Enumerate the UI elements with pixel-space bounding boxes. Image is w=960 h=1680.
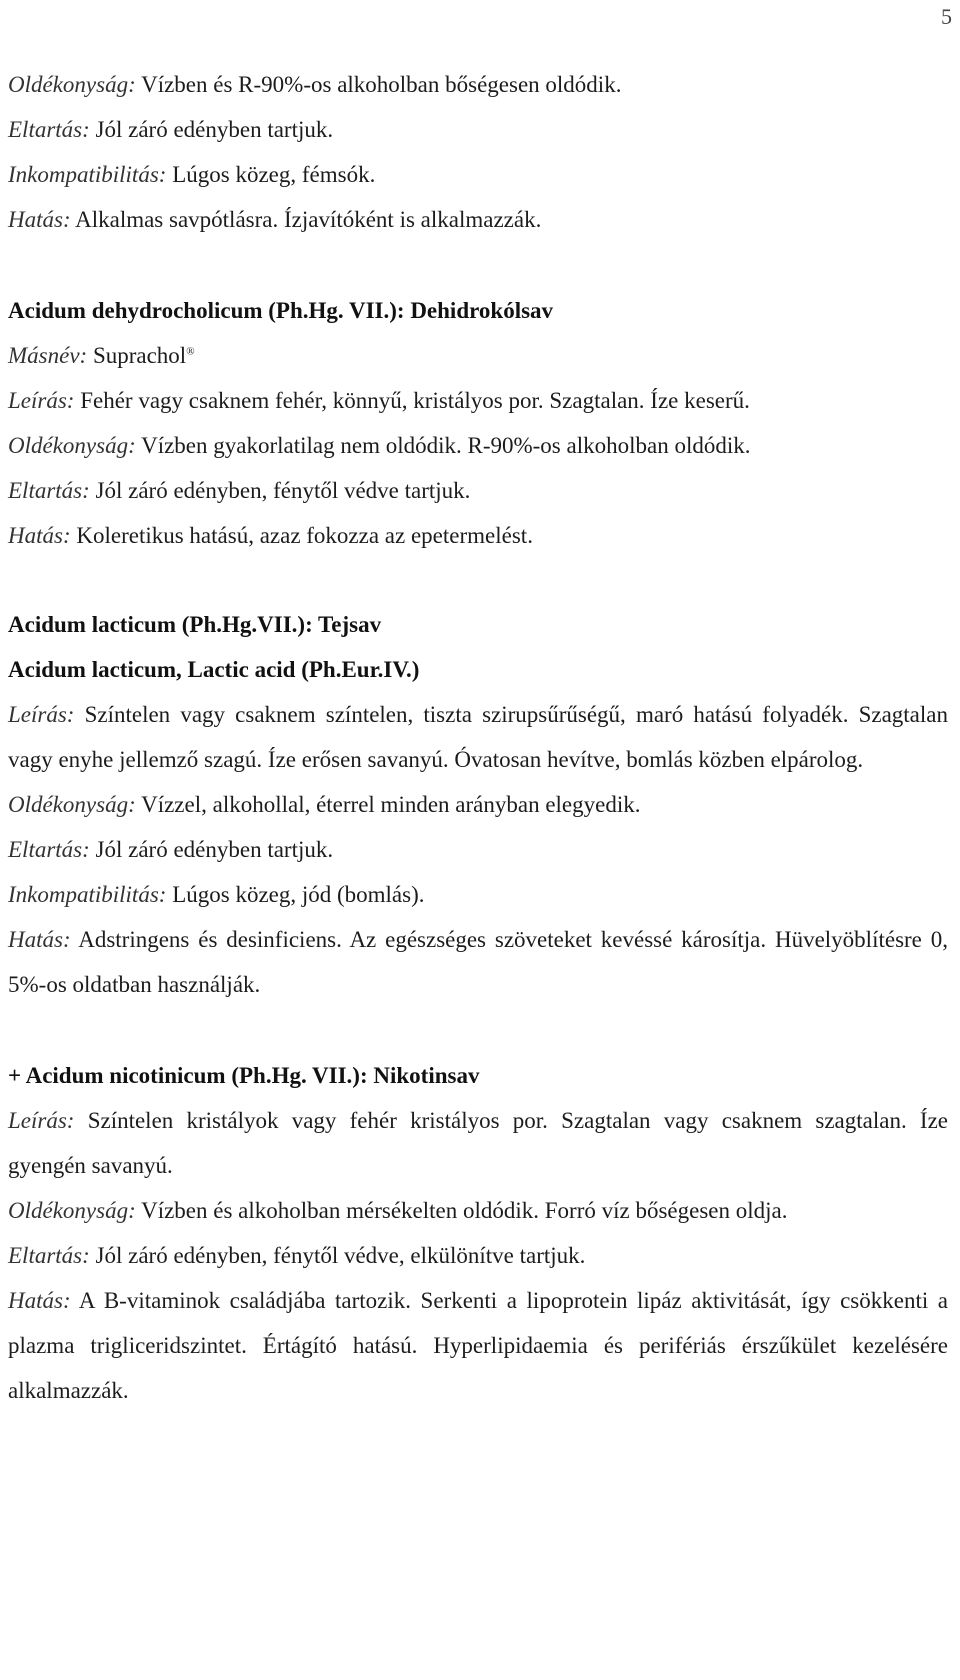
field-text: A B-vitaminok családjába tartozik. Serkenti a lipoprotein lipáz aktivitását, így csökkenti a plazma trigliceridszintet. Értágító hatású. Hyperlipidaemia és perifériás érszűkület kezelésére alkalmazzák. [8,1288,948,1403]
field-label: Hatás: [8,523,71,548]
solubility-row [8,423,948,468]
section-heading: Acidum dehydrocholicum (Ph.Hg. VII.): Dehidrokólsav [8,298,554,323]
section-dehydrocholicum [8,288,948,558]
field-text: Fehér vagy csaknem fehér, könnyű, kristályos por. Szagtalan. Íze keserű. [80,388,750,413]
field-text: Színtelen kristályok vagy fehér kristályos por. Szagtalan vagy csaknem szagtalan. Íze gyengén savanyú. [8,1108,949,1178]
field-label: Oldékonyság: [8,433,136,458]
storage-row [8,107,948,152]
field-text: Színtelen vagy csaknem színtelen, tiszta szirupsűrűségű, maró hatású folyadék. Szagtalan vagy enyhe jellemző szagú. Íze erősen savanyú. Óvatosan hevítve, bomlás közben elpárolog. [8,702,948,772]
field-label: Hatás: [8,1288,71,1313]
solubility-row [8,62,948,107]
field-text: Lúgos közeg, jód (bomlás). [172,882,425,907]
field-label: Leírás: [8,1108,75,1133]
top-section [8,62,948,242]
field-text: Jól záró edényben tartjuk. [95,837,334,862]
field-text: Suprachol [92,343,187,368]
registered-mark: ® [186,345,195,358]
field-text: Vízben és alkoholban mérsékelten oldódik. Forró víz bőségesen oldja. [141,1198,788,1223]
section-subheading: Acidum lacticum, Lactic acid (Ph.Eur.IV.) [8,657,420,682]
alias-row [8,333,948,378]
field-text: Vízben és R-90%-os alkoholban bőségesen oldódik. [141,72,622,97]
field-text: Adstringens és desinficiens. Az egészséges szöveteket kevéssé károsítja. Hüvelyöblítésre 0, 5%-os oldatban használják. [8,927,948,997]
field-label: Oldékonyság: [8,1198,136,1223]
field-label: Hatás: [8,927,71,952]
field-label: Hatás: [8,207,71,232]
field-label: Inkompatibilitás: [8,882,167,907]
incompatibility-row [8,152,948,197]
field-label: Leírás: [8,388,75,413]
section-heading: Acidum lacticum (Ph.Hg.VII.): Tejsav [8,612,382,637]
field-label: Másnév: [8,343,88,368]
effect-row [8,197,948,242]
description-row [8,1098,948,1188]
field-label: Oldékonyság: [8,72,136,97]
section-heading: + Acidum nicotinicum (Ph.Hg. VII.): Nikotinsav [8,1063,480,1088]
field-label: Eltartás: [8,1243,90,1268]
field-text: Vízzel, alkohollal, éterrel minden arányban elegyedik. [141,792,641,817]
description-row [8,378,948,423]
field-text: Jól záró edényben tartjuk. [95,117,334,142]
page-number: 5 [941,4,952,29]
field-label: Leírás: [8,702,75,727]
effect-row [8,917,948,1007]
field-text: Lúgos közeg, fémsók. [172,162,376,187]
description-row [8,692,948,782]
storage-row [8,1233,948,1278]
effect-row [8,1278,948,1413]
solubility-row [8,1188,948,1233]
solubility-row [8,782,948,827]
field-text: Vízben gyakorlatilag nem oldódik. R-90%-os alkoholban oldódik. [141,433,751,458]
storage-row [8,468,948,513]
incompatibility-row [8,872,948,917]
field-label: Eltartás: [8,117,90,142]
field-label: Inkompatibilitás: [8,162,167,187]
storage-row [8,827,948,872]
field-text: Jól záró edényben, fénytől védve, elkülönítve tartjuk. [95,1243,586,1268]
field-text: Jól záró edényben, fénytől védve tartjuk. [95,478,471,503]
field-label: Eltartás: [8,837,90,862]
field-text: Alkalmas savpótlásra. Ízjavítóként is alkalmazzák. [75,207,542,232]
section-lacticum [8,602,948,1007]
effect-row [8,513,948,558]
field-label: Eltartás: [8,478,90,503]
section-nicotinicum [8,1053,948,1413]
field-text: Koleretikus hatású, azaz fokozza az epetermelést. [76,523,533,548]
field-label: Oldékonyság: [8,792,136,817]
document-body [8,62,948,1413]
